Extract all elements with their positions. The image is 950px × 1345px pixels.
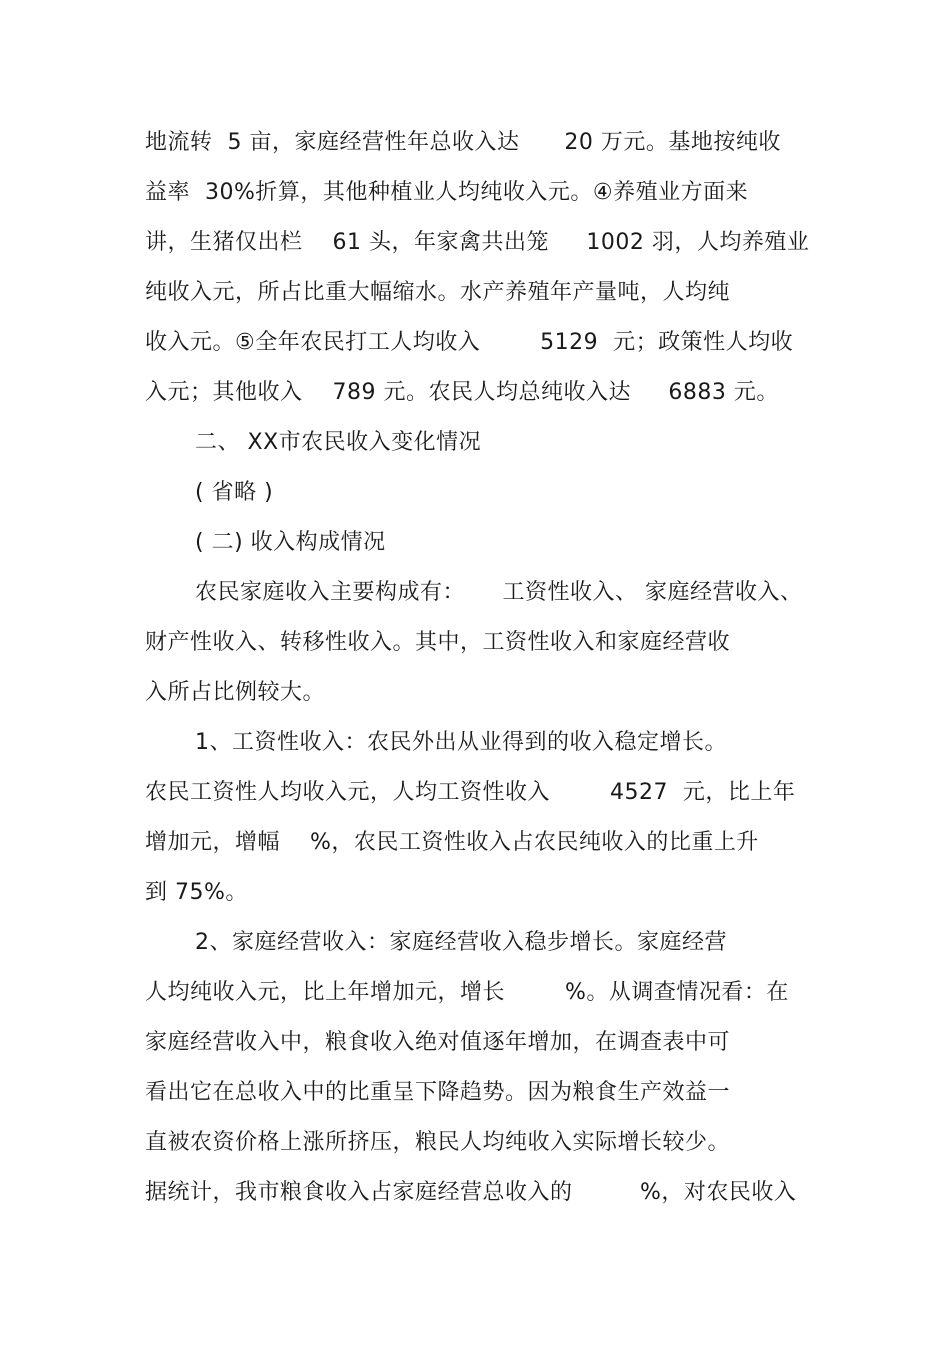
- text-line: 直被农资价格上涨所挤压，粮民人均纯收入实际增长较少。: [145, 1130, 731, 1155]
- text-line: 家庭经营收入中，粮食收入绝对值逐年增加，在调查表中可: [145, 1030, 731, 1055]
- text-line: 人均纯收入元，比上年增加元，增长 %。从调查情况看：在: [145, 980, 789, 1005]
- text-line: 纯收入元，所占比重大幅缩水。水产养殖年产量吨，人均纯: [145, 280, 731, 305]
- text-line: 看出它在总收入中的比重呈下降趋势。因为粮食生产效益一: [145, 1080, 731, 1105]
- text-line: 地流转 5 亩，家庭经营性年总收入达 20 万元。基地按纯收: [145, 130, 781, 155]
- text-line: 农民家庭收入主要构成有： 工资性收入、 家庭经营收入、: [195, 580, 803, 605]
- text-line: 1、工资性收入：农民外出从业得到的收入稳定增长。: [195, 730, 727, 755]
- text-line: 入元；其他收入 789 元。农民人均总纯收入达 6883 元。: [145, 380, 779, 405]
- text-line: 2、家庭经营收入：家庭经营收入稳步增长。家庭经营: [195, 930, 727, 955]
- text-line: 农民工资性人均收入元，人均工资性收入 4527 元，比上年: [145, 780, 796, 805]
- text-line: 财产性收入、转移性收入。其中，工资性收入和家庭经营收: [145, 630, 731, 655]
- text-line: 讲，生猪仅出栏 61 头，年家禽共出笼 1002 羽，人均养殖业: [145, 230, 810, 255]
- text-line: 收入元。⑤全年农民打工人均收入 5129 元；政策性人均收: [145, 330, 794, 355]
- text-line: 入所占比例较大。: [145, 680, 326, 705]
- section-heading: 二、 XX市农民收入变化情况: [195, 430, 482, 455]
- text-line: 据统计，我市粮食收入占家庭经营总收入的 %，对农民收入: [145, 1180, 797, 1205]
- subsection-heading: ( 二) 收入构成情况: [195, 530, 386, 555]
- text-line: 增加元，增幅 %，农民工资性收入占农民纯收入的比重上升: [145, 830, 759, 855]
- text-line: ( 省略 ): [195, 480, 274, 505]
- text-line: 到 75%。: [145, 880, 248, 905]
- text-line: 益率 30%折算，其他种植业人均纯收入元。④养殖业方面来: [145, 180, 749, 205]
